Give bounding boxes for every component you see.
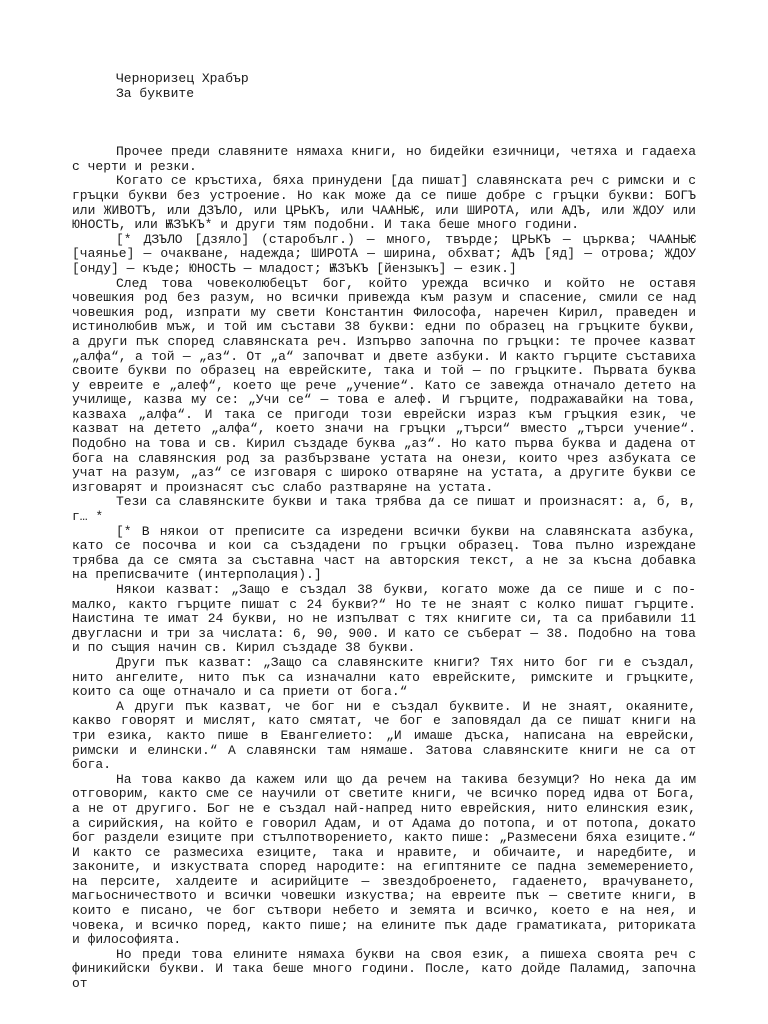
footnote: [* В някои от преписите са изредени всички букви на славянската азбука, като се посочва и кои са създадени по гръцки образец. Това пълно изреждане трябва да се смята за съставна част на авторския текст, а не за късна добавка на преписвачите (интерполация).] <box>72 523 696 583</box>
paragraph: А други пък казват, че бог ни е създал буквите. И не знаят, окаяните, какво говорят и мислят, като смятат, че бог е заповядал да се пишат книги на три езика, както пише в Евангелието: „И имаше дъска, написана на еврейски, римски и елински.“ А славянски там нямаше. Затова славянските книги не са от бога. <box>72 698 696 773</box>
document-header <box>72 72 696 101</box>
document-title: За буквите <box>116 85 195 101</box>
paragraph: Прочее преди славяните нямаха книги, но бидейки езичници, четяха и гадаеха с черти и резки. <box>72 144 696 174</box>
paragraph: На това какво да кажем или що да речем на такива безумци? Но нека да им отговорим, както сме се научили от светите книги, че всичко поред идва от Бога, а не от другиго. Бог не е създал най-напред нито еврейския, нито елинския език, а сирийския, на който е говорил Адам, и от Адама до потопа, и от потопа, докато бог раздели езиците при стълпотворението, както пише: „Размесени бяха езиците.“ И както се размесиха езиците, така и нравите, и обичаите, и наредбите, и законите, и изкуствата според народите: на египтяните се падна земемерението, на персите, халдеите и асирийците — звездоброенето, гадаенето, врачуването, магьосничеството и всички човешки изкуства; на евреите пък — светите книги, в които е писано, че бог сътвори небето и земята и всичко, което е на нея, и човека, и всичко поред, както пише; на елините пък даде граматиката, риториката и философията. <box>72 771 696 948</box>
paragraph: Някои казват: „Защо е създал 38 букви, когато може да се пише и с по-малко, както гърците пишат с 24 букви?“ Но те не знаят с колко пишат гърците. Наистина те имат 24 букви, но не изпълват с тях книгите си, та са прибавили 11 двугласни и три за числата: 6, 90, 900. И като се съберат — 38. Подобно на това и по същия начин св. Кирил създаде 38 букви. <box>72 582 696 656</box>
paragraph: След това човеколюбецът бог, който урежда всичко и който не оставя човешкия род без разум, но всички привежда към разум и спасение, смили се над човешкия род, изпрати му свети Константин Философа, наречен Кирил, праведен и истинолюбив мъж, и той им състави 38 букви: едни по образец на гръцките букви, а други пък според славянската реч. Изпърво започна по гръцки: те прочее казват „алфа“, а той — „аз“. От „а“ започват и двете азбуки. И както гърците съставиха своите букви по образец на еврейските, така и той — по гръцките. Първата буква у евреите е „алеф“, което ще рече „учение“. Като се завежда отначало детето на училище, казва му се: „Учи се“ — това е алеф. И гърците, подражавайки на това, казваха „алфа“. И така се пригоди този еврейски израз към гръцкия език, че казват на детето „алфа“, което значи на гръцки „търси“ вместо „търси учение“. Подобно на това и св. Кирил създаде буква „аз“. Но като първа буква и дадена от бога на славянския род за разбързване устата на онези, които чрез азбуката се учат на разум, „аз“ се изговаря с широко отваряне на устата, а другите букви се изговарят и произнасят със слабо разтваряне на устата. <box>72 275 696 495</box>
paragraph: Но преди това елините нямаха букви на своя език, а пишеха своята реч с финикийски букви. И така беше много години. После, като дойде Паламид, започна от <box>72 946 696 992</box>
paragraph: Когато се кръстиха, бяха принудени [да пишат] славянската реч с римски и с гръцки букви без устроение. Но как може да се пише добре с гръцки букви: БОГЪ или ЖИВОТЪ, или ДЗЪЛО, или ЦРЬКЪ, или ЧАѦНЬѤ, или ШИРОТА, или ѦДЪ, или ЖДОУ или ЮНОСТЬ, или ѬЗЪКЪ* и други тям подобни. И така беше много години. <box>72 173 696 233</box>
header-spacer <box>72 101 696 145</box>
document-body <box>72 145 696 991</box>
document-author: Черноризец Храбър <box>116 71 249 86</box>
document-page <box>72 72 696 992</box>
paragraph: Други пък казват: „Защо са славянските книги? Тях нито бог ги е създал, нито ангелите, нито пък са изначални като еврейските, римските и гръцките, които са още отначало и са приети от бога.“ <box>72 654 696 700</box>
paragraph: Тези са славянските букви и така трябва да се пишат и произнасят: а, б, в, г… * <box>72 494 696 525</box>
footnote: [* ДЗЪЛО [дзяло] (старобълг.) — много, твърде; ЦРЬКЪ — църква; ЧАѦНЬѤ [чаянье] — очакване, надежда; ШИРОТА — ширина, обхват; ѦДЪ [яд] — отрова; ЖДОУ [онду] — къде; ЮНОСТЬ — младост; ѬЗЪКЪ [йензыкъ] — език.] <box>72 231 696 276</box>
